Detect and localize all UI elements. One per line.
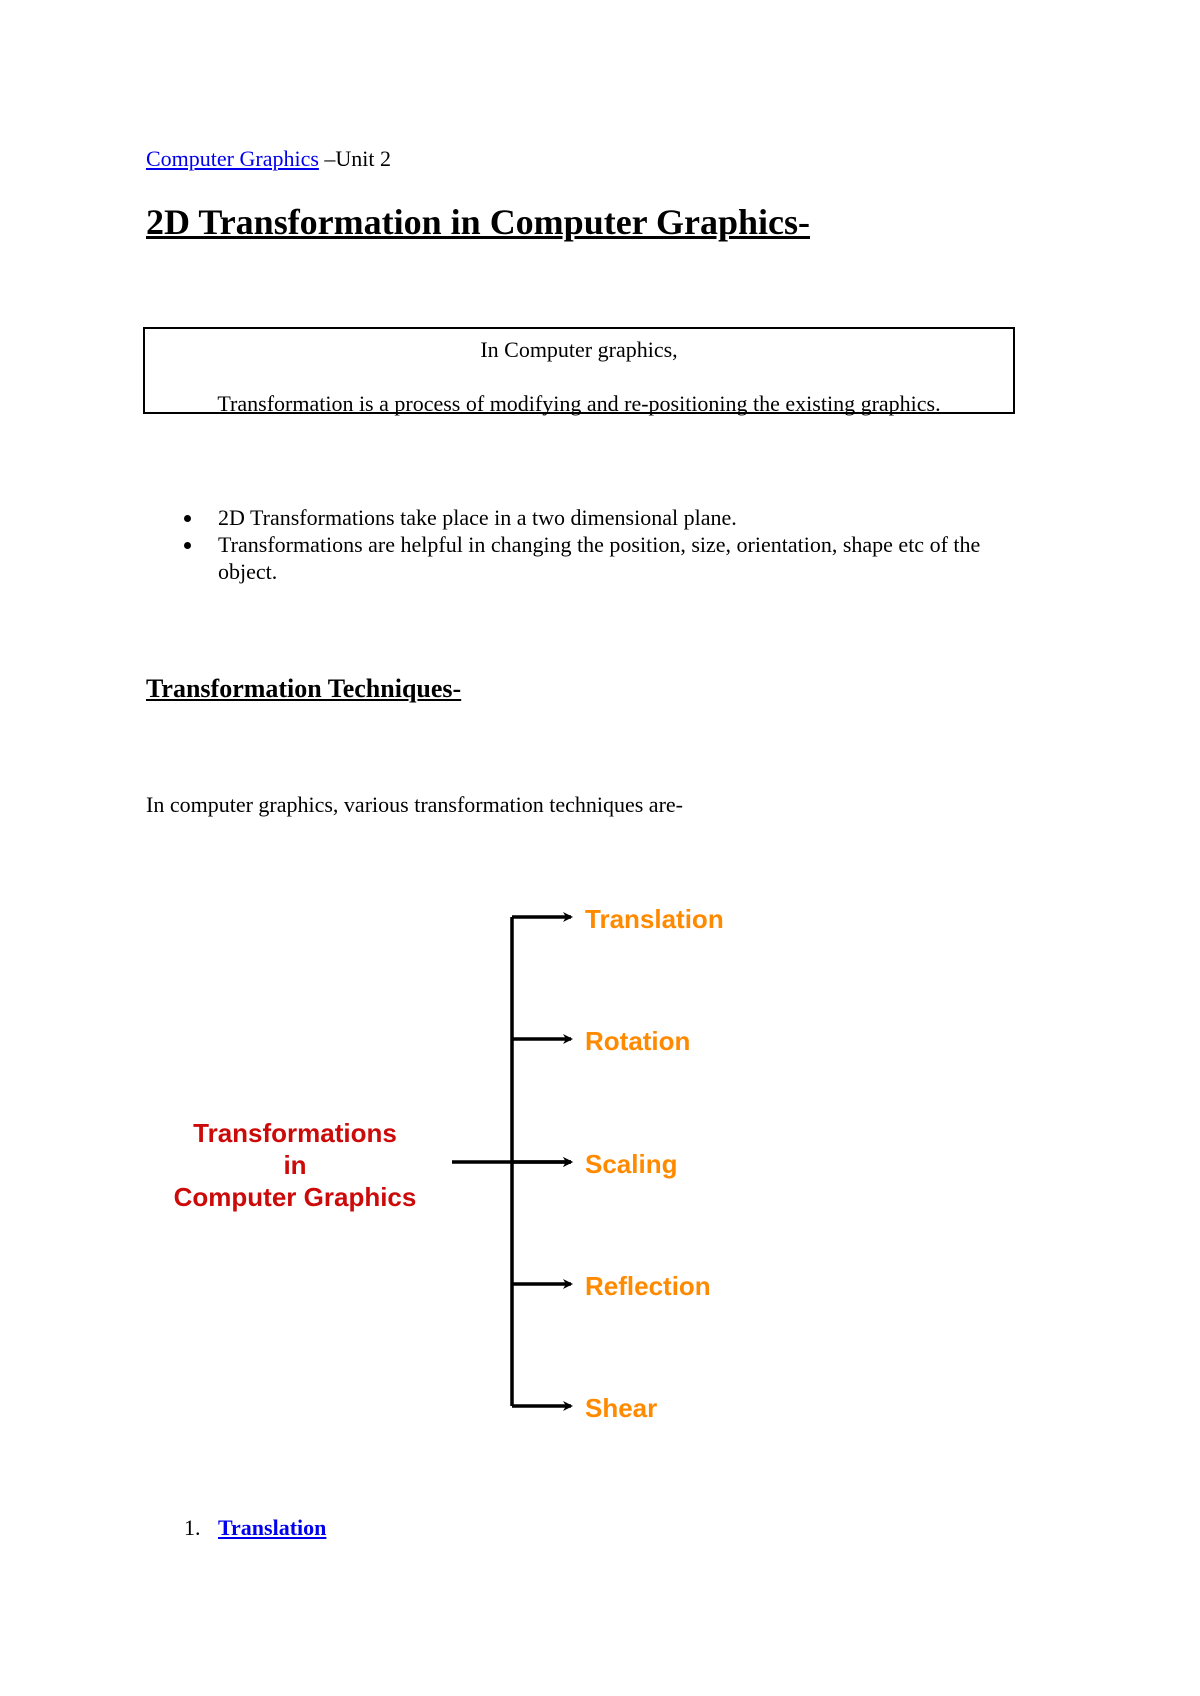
header-line <box>146 146 391 172</box>
bullet-item <box>146 504 1036 531</box>
numbered-list <box>146 1515 326 1541</box>
diagram-source-label <box>140 1117 450 1213</box>
definition-text: Transformation is a process of modifying and re-positioning the existing graphics. <box>217 391 941 416</box>
page-title: 2D Transformation in Computer Graphics- <box>146 202 811 242</box>
bullet-text: Transformations are helpful in changing the position, size, orientation, shape etc of the object. <box>218 532 981 584</box>
source-line: Computer Graphics <box>173 1182 417 1212</box>
transformation-diagram <box>140 890 840 1450</box>
source-line: Transformations <box>193 1118 397 1148</box>
branch-label-shear: Shear <box>585 1393 658 1423</box>
list-item <box>146 1515 326 1541</box>
intro-text: In computer graphics, various transformation techniques are- <box>146 792 683 817</box>
bullet-item <box>146 531 1036 585</box>
branch-label-scaling: Scaling <box>585 1149 678 1179</box>
branch-label-rotation: Rotation <box>585 1026 691 1056</box>
definition-box <box>143 327 1015 414</box>
bullet-dot-icon <box>184 515 191 522</box>
unit-label: –Unit 2 <box>318 146 392 171</box>
section-heading: Transformation Techniques- <box>146 674 462 703</box>
bullet-list <box>146 504 1036 585</box>
definition-intro: In Computer graphics, <box>480 337 678 362</box>
branch-label-translation: Translation <box>585 904 724 934</box>
bullet-text: 2D Transformations take place in a two dimensional plane. <box>218 505 737 530</box>
source-line: in <box>283 1150 307 1180</box>
translation-link[interactable]: Translation <box>218 1515 327 1540</box>
branch-label-reflection: Reflection <box>585 1271 711 1301</box>
list-item-number: 1. <box>184 1515 201 1540</box>
bullet-dot-icon <box>184 542 191 549</box>
course-link[interactable]: Computer Graphics <box>146 146 319 171</box>
